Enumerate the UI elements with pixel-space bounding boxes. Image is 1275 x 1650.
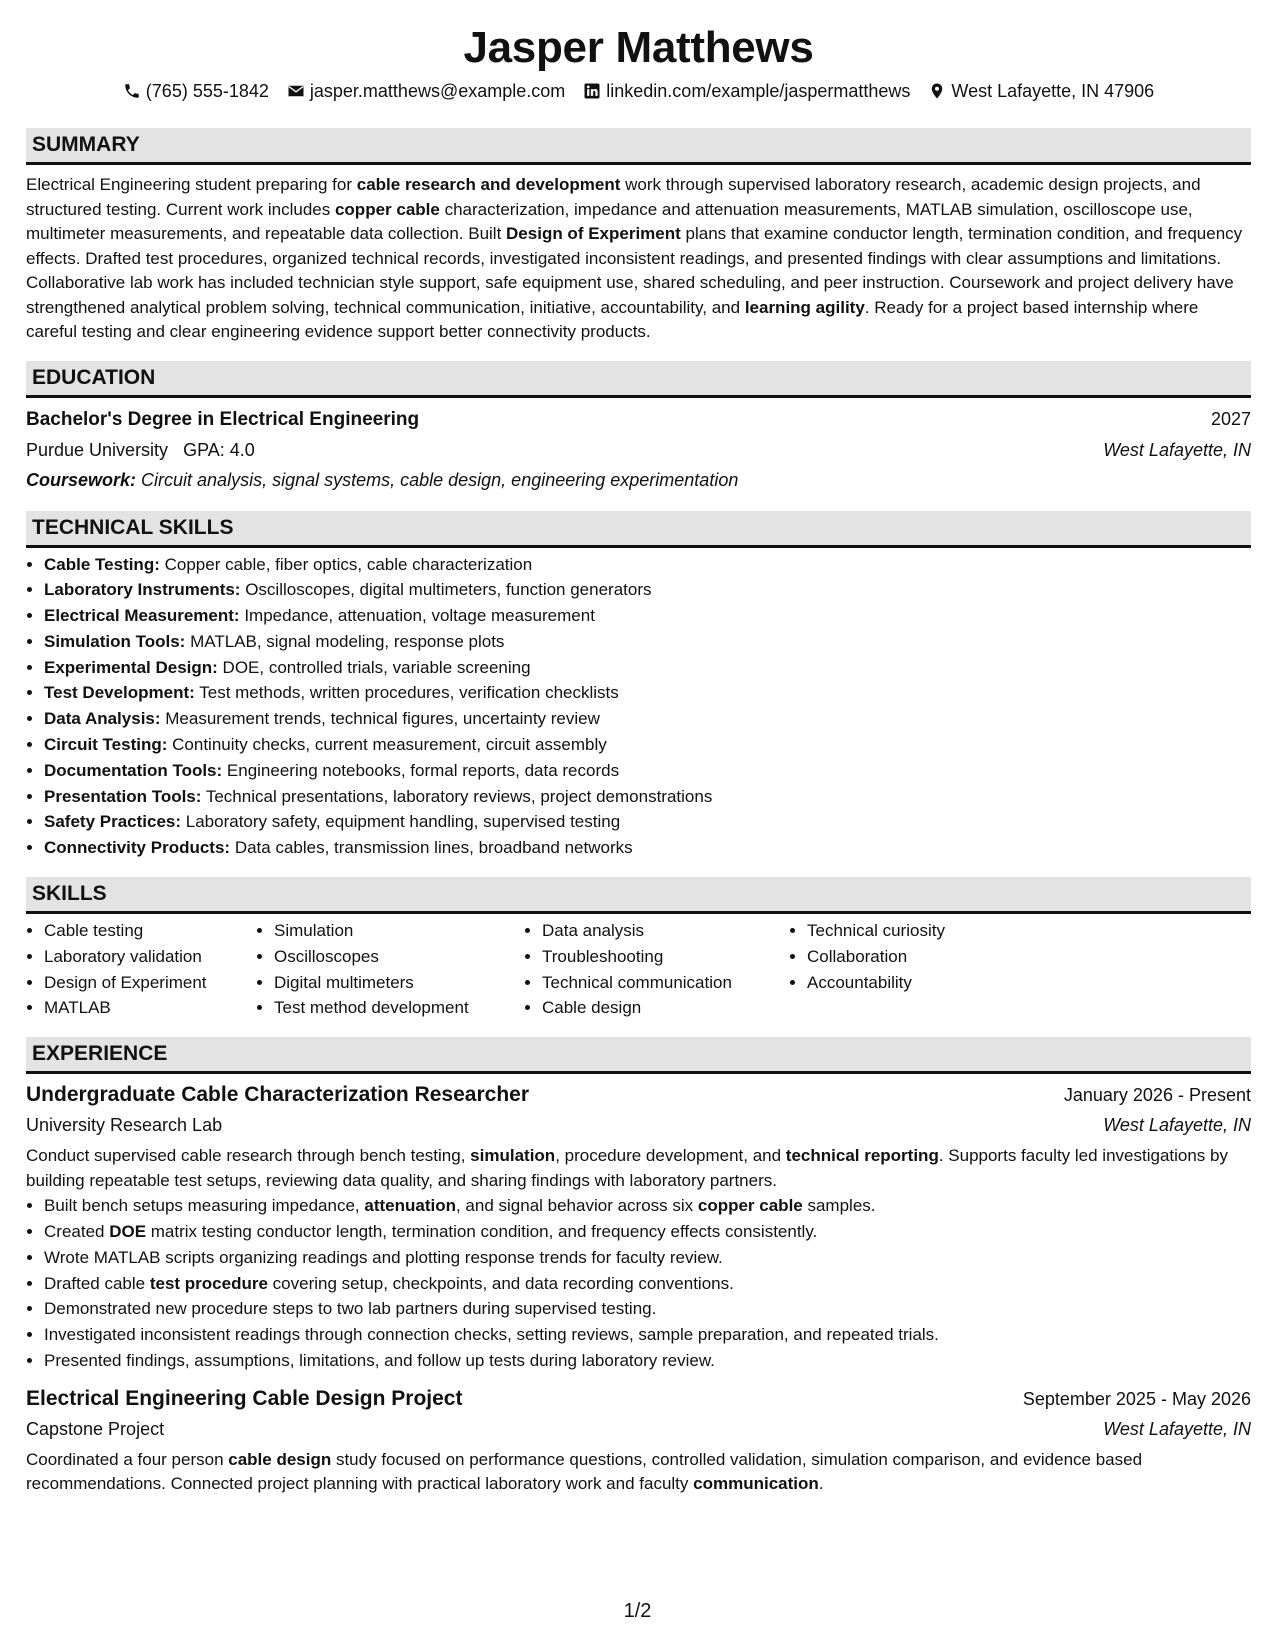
degree-title: Bachelor's Degree in Electrical Engineering: [26, 408, 420, 430]
experience-list: [26, 1080, 1251, 1497]
technical-skill-text: Engineering notebooks, formal reports, data records: [222, 760, 620, 780]
technical-skill-label: Connectivity Products:: [44, 838, 231, 858]
technical-skill-label: Circuit Testing:: [44, 735, 168, 755]
technical-skill-label: Documentation Tools:: [44, 760, 223, 780]
skill-item: • Design of Experiment: [44, 970, 256, 996]
technical-skill-label: Safety Practices:: [44, 812, 182, 832]
education-heading: EDUCATION: [26, 361, 1251, 398]
emphasis-text: Design of Experiment: [506, 224, 681, 243]
skill-item: • Cable testing: [44, 918, 256, 944]
job-location: West Lafayette, IN: [1103, 1115, 1251, 1136]
experience-entry: [26, 1384, 1251, 1497]
job-bullet: • Investigated inconsistent readings through connection checks, setting reviews, sample preparation, and repeated trials.: [44, 1322, 1251, 1348]
job-dates: September 2025 - May 2026: [1022, 1388, 1251, 1409]
technical-skill-text: Data cables, transmission lines, broadband networks: [230, 838, 633, 858]
skill-item: • Technical communication: [542, 970, 789, 996]
skills-column: [524, 918, 789, 1021]
skill-item: • Test method development: [274, 995, 524, 1021]
technical-skill-label: Simulation Tools:: [44, 631, 186, 651]
contact-phone: (765) 555-1842: [123, 78, 269, 104]
candidate-name: Jasper Matthews: [463, 23, 814, 72]
technical-skill-text: Copper cable, fiber optics, cable characterization: [159, 554, 533, 574]
skill-item: • Oscilloscopes: [274, 944, 524, 970]
technical-skill-label: Cable Testing:: [44, 554, 160, 574]
job-org-row: [26, 1110, 1251, 1140]
contact-email[interactable]: jasper.matthews@example.com: [287, 78, 565, 104]
technical-skill-label: Laboratory Instruments:: [44, 580, 241, 600]
technical-skill-item: [44, 629, 1251, 655]
job-bullet: • Drafted cable test procedure covering setup, checkpoints, and data recording conventions.: [44, 1271, 1251, 1297]
emphasis-text: DOE: [109, 1222, 147, 1242]
emphasis-text: technical reporting: [785, 1146, 939, 1166]
technical-skill-item: [44, 732, 1251, 758]
emphasis-text: learning agility: [744, 297, 865, 317]
skills-column: [26, 918, 256, 1021]
technical-skill-item: [44, 577, 1251, 603]
skill-item: • Troubleshooting: [542, 944, 789, 970]
emphasis-text: cable design: [228, 1449, 332, 1469]
technical-skill-text: DOE, controlled trials, variable screening: [217, 657, 531, 677]
job-location: West Lafayette, IN: [1103, 1418, 1251, 1439]
technical-skill-label: Experimental Design:: [44, 657, 218, 677]
technical-skill-item: [44, 552, 1251, 578]
job-bullet: • Built bench setups measuring impedance, attenuation, and signal behavior across six copper cable samples.: [44, 1193, 1251, 1219]
emphasis-text: communication: [693, 1474, 819, 1494]
technical-skill-label: Electrical Measurement:: [44, 606, 240, 626]
technical-skill-item: [44, 784, 1251, 810]
technical-skill-text: Measurement trends, technical figures, uncertainty review: [160, 709, 600, 729]
technical-skill-label: Test Development:: [44, 683, 195, 703]
emphasis-text: test procedure: [149, 1273, 268, 1293]
technical-skill-item: [44, 603, 1251, 629]
technical-skill-item: [44, 706, 1251, 732]
technical-skill-text: Laboratory safety, equipment handling, supervised testing: [181, 812, 621, 832]
experience-entry: [26, 1080, 1251, 1374]
technical-skill-item: [44, 655, 1251, 681]
job-header: [26, 1080, 1251, 1110]
job-title: Undergraduate Cable Characterization Researcher: [26, 1083, 530, 1107]
gpa: GPA: 4.0: [183, 439, 255, 460]
job-bullet: • Wrote MATLAB scripts organizing readings and plotting response trends for faculty review.: [44, 1245, 1251, 1271]
school-line: [26, 435, 255, 465]
job-title: Electrical Engineering Cable Design Project: [26, 1386, 463, 1410]
map-pin-icon: [928, 82, 946, 100]
skill-item: • MATLAB: [44, 995, 256, 1021]
technical-skill-label: Presentation Tools:: [44, 786, 202, 806]
job-organization: Capstone Project: [26, 1418, 165, 1439]
skill-item: • Laboratory validation: [44, 944, 256, 970]
experience-heading: EXPERIENCE: [26, 1037, 1251, 1074]
linkedin-icon: [583, 82, 601, 100]
envelope-icon: [287, 82, 305, 100]
job-organization: University Research Lab: [26, 1115, 223, 1136]
coursework: [26, 465, 1251, 495]
skill-item: • Collaboration: [807, 944, 1107, 970]
job-header: [26, 1384, 1251, 1414]
technical-skill-text: Technical presentations, laboratory reviews, project demonstrations: [201, 786, 713, 806]
skill-item: • Accountability: [807, 970, 1107, 996]
contact-linkedin[interactable]: linkedin.com/example/jaspermatthews: [583, 78, 910, 104]
school-name: Purdue University: [26, 439, 169, 460]
summary-text: Electrical Engineering student preparing for cable research and development work through supervised laboratory research, academic design projects, and structured testing. Current work includes copper cable characterization, impedance and attenuation measurements, MATLAB simulation, oscilloscope use, multimeter measurements, and repeatable data collection. Built Design of Experiment plans that examine conductor length, termination condition, and frequency effects. Drafted test procedures, organized technical records, investigated inconsistent readings, and presented findings with clear assumptions and limitations. Collaborative lab work has included technician style support, safe equipment use, shared scheduling, and peer instruction. Coursework and project delivery have strengthened analytical problem solving, technical communication, initiative, accountability, and learning agility. Ready for a project based internship where careful testing and clear engineering evidence support better connectivity products.: [26, 175, 1243, 341]
contact-location: West Lafayette, IN 47906: [928, 78, 1154, 104]
technical-skill-label: Data Analysis:: [44, 709, 161, 729]
job-summary: Coordinated a four person cable design study focused on performance questions, controlled validation, simulation comparison, and evidence based recommendations. Connected project planning with practical laboratory work and faculty communication.: [26, 1449, 1143, 1494]
technical-skill-item: [44, 835, 1251, 861]
skills-column: [789, 918, 1107, 1021]
skills-grid: [26, 918, 1251, 1021]
emphasis-text: attenuation: [364, 1196, 456, 1216]
skill-item: • Simulation: [274, 918, 524, 944]
emphasis-text: copper cable: [334, 199, 440, 219]
technical-skill-text: Test methods, written procedures, verification checklists: [194, 683, 619, 703]
technical-skill-text: Continuity checks, current measurement, circuit assembly: [167, 735, 607, 755]
graduation-year: 2027: [1210, 408, 1251, 429]
job-org-row: [26, 1414, 1251, 1444]
technical-skills-heading: TECHNICAL SKILLS: [26, 511, 1251, 548]
job-bullet: • Demonstrated new procedure steps to two lab partners during supervised testing.: [44, 1296, 1251, 1322]
page-number: 1/2: [623, 1600, 652, 1622]
education-entry: [26, 404, 1251, 435]
skill-item: • Digital multimeters: [274, 970, 524, 996]
skill-item: • Technical curiosity: [807, 918, 1107, 944]
skills-heading: SKILLS: [26, 877, 1251, 914]
technical-skill-text: Oscilloscopes, digital multimeters, function generators: [240, 580, 652, 600]
job-summary: Conduct supervised cable research through bench testing, simulation, procedure development, and technical reporting. Supports faculty led investigations by building repeatable test setups, reviewing data quality, and sharing findings with laboratory partners.: [26, 1146, 1228, 1190]
technical-skill-text: MATLAB, signal modeling, response plots: [185, 631, 505, 651]
coursework-text: Circuit analysis, signal systems, cable design, engineering experimentation: [136, 469, 739, 490]
summary-heading: SUMMARY: [26, 128, 1251, 165]
technical-skill-text: Impedance, attenuation, voltage measurement: [239, 606, 595, 626]
skill-item: • Cable design: [542, 995, 789, 1021]
skills-column: [256, 918, 524, 1021]
skill-item: • Data analysis: [542, 918, 789, 944]
job-bullet: • Created DOE matrix testing conductor length, termination condition, and frequency effects consistently.: [44, 1219, 1251, 1245]
resume-page: [26, 22, 1251, 1497]
school-location: West Lafayette, IN: [1103, 439, 1251, 460]
job-dates: January 2026 - Present: [1063, 1085, 1251, 1106]
emphasis-text: cable research and development: [356, 175, 621, 194]
technical-skill-item: [44, 809, 1251, 835]
technical-skill-item: [44, 680, 1251, 706]
education-school-row: [26, 435, 1251, 465]
emphasis-text: simulation: [470, 1146, 556, 1166]
contact-bar: [26, 78, 1251, 104]
job-bullet: • Presented findings, assumptions, limitations, and follow up tests during laboratory review.: [44, 1348, 1251, 1374]
technical-skill-item: [44, 758, 1251, 784]
technical-skills-list: [26, 552, 1251, 862]
job-bullets: [26, 1193, 1251, 1374]
phone-icon: [123, 82, 141, 100]
coursework-label: Coursework:: [26, 469, 137, 490]
emphasis-text: copper cable: [697, 1196, 803, 1216]
